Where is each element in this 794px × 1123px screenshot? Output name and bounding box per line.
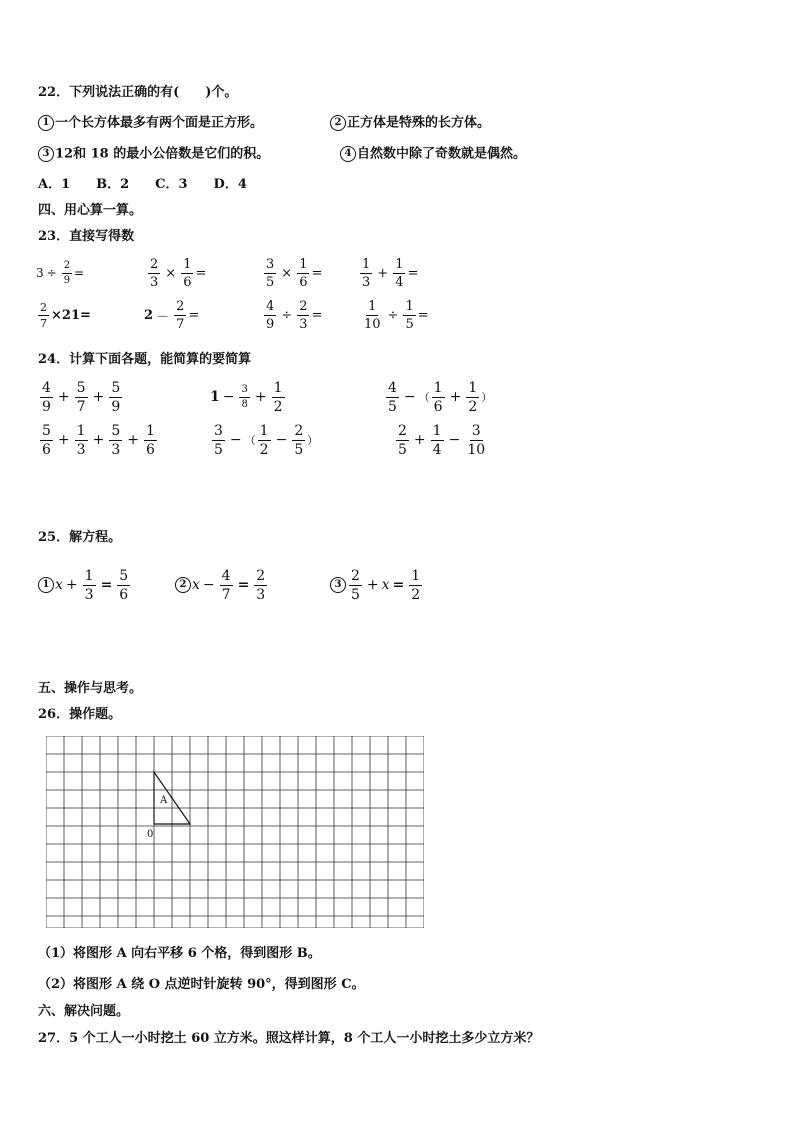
fraction: $\frac{3}{5}$ — [266, 256, 275, 290]
number: 3 — [36, 266, 44, 280]
fraction: $\frac{2}{3}$ — [299, 298, 308, 332]
fraction: $\frac{5}{7}$ — [76, 379, 86, 415]
fraction: $\frac{3}{8}$ — [241, 383, 248, 410]
q25-equation-1 — [38, 568, 132, 602]
operator: ÷ — [46, 266, 57, 280]
fraction: $\frac{2}{5}$ — [351, 567, 360, 603]
equals: = — [392, 577, 405, 593]
fraction: $\frac{2}{3}$ — [150, 256, 159, 290]
q23-expr-6 — [144, 298, 199, 332]
label-a: A — [160, 795, 168, 806]
number: 2 — [144, 307, 154, 323]
paren: ） — [307, 434, 319, 447]
expr-rest: ×21= — [51, 307, 91, 323]
operator: − — [448, 432, 461, 448]
operator: + — [377, 265, 389, 281]
equals: = — [195, 265, 207, 281]
grid-diagram — [46, 736, 424, 928]
label-o: 0 — [147, 829, 154, 840]
q24-title: 24．计算下面各题，能简算的要简算 — [38, 352, 252, 367]
fraction: $\frac{1}{6}$ — [183, 256, 192, 290]
operator: + — [449, 389, 462, 405]
fraction: $\frac{2}{9}$ — [63, 259, 71, 286]
operator: + — [57, 432, 70, 448]
q22-statement-3 — [38, 146, 269, 163]
paren: （ — [244, 434, 256, 447]
q23-expr-1 — [36, 256, 84, 290]
operator: + — [57, 389, 70, 405]
section-4-heading: 四、用心算一算。 — [38, 203, 143, 218]
circled-number-1: 1 — [38, 115, 54, 131]
equals: = — [311, 307, 323, 323]
fraction: $\frac{1}{2}$ — [468, 379, 478, 415]
equals: = — [100, 577, 113, 593]
variable: x — [55, 577, 63, 593]
fraction: $\frac{1}{6}$ — [145, 422, 155, 458]
operator: + — [413, 432, 426, 448]
q25-title: 25．解方程。 — [38, 530, 122, 545]
circled-number-3: 3 — [330, 577, 346, 593]
fraction: $\frac{1}{6}$ — [433, 379, 443, 415]
q27-text: 27．5 个工人一小时挖土 60 立方米。照这样计算，8 个工人一小时挖土多少立方米？ — [38, 1031, 540, 1046]
q26-task-2: （2）将图形 A 绕 O 点逆时针旋转 90°，得到图形 C。 — [38, 977, 365, 992]
circled-number-4: 4 — [340, 146, 356, 162]
q24-problem-1 — [38, 380, 124, 414]
equals: = — [407, 265, 419, 281]
operator: − — [222, 389, 235, 405]
q23-expr-7 — [262, 298, 322, 332]
q24-problem-4 — [38, 423, 159, 457]
q23-expr-2 — [146, 256, 206, 290]
q23-expr-3 — [262, 256, 322, 290]
q25-equation-2 — [175, 568, 269, 602]
fraction: $\frac{1}{6}$ — [299, 256, 308, 290]
q24-problem-2 — [210, 380, 287, 414]
operator: ÷ — [281, 307, 293, 323]
q23-expr-4 — [358, 256, 418, 290]
operator: ÷ — [387, 307, 399, 323]
paren: （ — [418, 391, 430, 404]
variable: x — [192, 577, 200, 593]
fraction: $\frac{1}{3}$ — [362, 256, 371, 290]
fraction: $\frac{1}{4}$ — [432, 422, 442, 458]
circled-number-3: 3 — [38, 146, 54, 162]
operator: + — [92, 432, 105, 448]
section-5-heading: 五、操作与思考。 — [38, 681, 143, 696]
fraction: $\frac{3}{10}$ — [467, 422, 486, 458]
fraction: $\frac{4}{9}$ — [266, 298, 275, 332]
operator: + — [366, 577, 379, 593]
equals: = — [74, 266, 85, 280]
fraction: $\frac{2}{7}$ — [176, 298, 185, 332]
equals: = — [237, 577, 250, 593]
q26-title: 26．操作题。 — [38, 707, 122, 722]
circled-number-2: 2 — [175, 577, 191, 593]
fraction: $\frac{1}{2}$ — [259, 422, 269, 458]
fraction: $\frac{4}{9}$ — [42, 379, 51, 415]
q25-equation-3 — [330, 568, 424, 602]
q22-statement-4 — [340, 146, 526, 163]
fraction: $\frac{2}{5}$ — [398, 422, 407, 458]
fraction: $\frac{1}{2}$ — [411, 567, 421, 603]
circled-number-2: 2 — [330, 115, 346, 131]
operator: − — [275, 432, 288, 448]
q22-statement-1 — [38, 115, 263, 132]
paren: ） — [481, 391, 493, 404]
fraction: $\frac{4}{5}$ — [388, 379, 397, 415]
circled-number-1: 1 — [38, 577, 54, 593]
equals: = — [188, 307, 200, 323]
number: 1 — [210, 389, 220, 405]
operator: + — [65, 577, 78, 593]
fraction: $\frac{2}{3}$ — [256, 567, 266, 603]
operator: × — [281, 265, 293, 281]
fraction: $\frac{1}{3}$ — [76, 422, 86, 458]
fraction: $\frac{1}{10}$ — [364, 298, 381, 332]
fraction: $\frac{2}{7}$ — [40, 300, 47, 330]
fraction: $\frac{5}{9}$ — [111, 379, 121, 415]
operator: × — [165, 265, 177, 281]
statement-text: 自然数中除了奇数就是偶然。 — [357, 146, 527, 162]
statement-text: 12和 18 的最小公倍数是它们的积。 — [55, 146, 270, 162]
q23-expr-5 — [36, 298, 91, 332]
equals: = — [417, 307, 429, 323]
q22-stem: 22．下列说法正确的有( )个。 — [38, 85, 238, 100]
fraction: $\frac{2}{5}$ — [294, 422, 304, 458]
grid-lines — [46, 736, 424, 928]
operator: − — [229, 432, 242, 448]
operator: － — [156, 309, 170, 325]
operator: + — [92, 389, 105, 405]
q24-problem-5 — [210, 423, 318, 457]
fraction: $\frac{5}{3}$ — [111, 422, 121, 458]
operator: − — [403, 389, 416, 405]
q22-options: A．1 B．2 C．3 D．4 — [38, 177, 247, 192]
fraction: $\frac{1}{2}$ — [273, 379, 283, 415]
q24-problem-6 — [394, 423, 489, 457]
equals: = — [311, 265, 323, 281]
q23-title: 23．直接写得数 — [38, 229, 135, 244]
fraction: $\frac{1}{4}$ — [395, 256, 404, 290]
fraction: $\frac{3}{5}$ — [214, 422, 223, 458]
q22-statement-2 — [330, 115, 490, 132]
operator: + — [254, 389, 267, 405]
fraction: $\frac{4}{7}$ — [221, 567, 231, 603]
statement-text: 正方体是特殊的长方体。 — [347, 115, 491, 131]
q23-expr-8 — [360, 298, 429, 332]
operator: + — [127, 432, 139, 448]
fraction: $\frac{5}{6}$ — [42, 422, 51, 458]
fraction: $\frac{1}{3}$ — [84, 567, 94, 603]
section-6-heading: 六、解决问题。 — [38, 1004, 130, 1019]
q26-task-1: （1）将图形 A 向右平移 6 个格，得到图形 B。 — [38, 946, 321, 961]
operator: − — [202, 577, 215, 593]
q24-problem-3 — [384, 380, 492, 414]
fraction: $\frac{5}{6}$ — [119, 567, 129, 603]
variable: x — [381, 577, 390, 593]
fraction: $\frac{1}{5}$ — [405, 298, 414, 332]
statement-text: 一个长方体最多有两个面是正方形。 — [55, 115, 264, 131]
